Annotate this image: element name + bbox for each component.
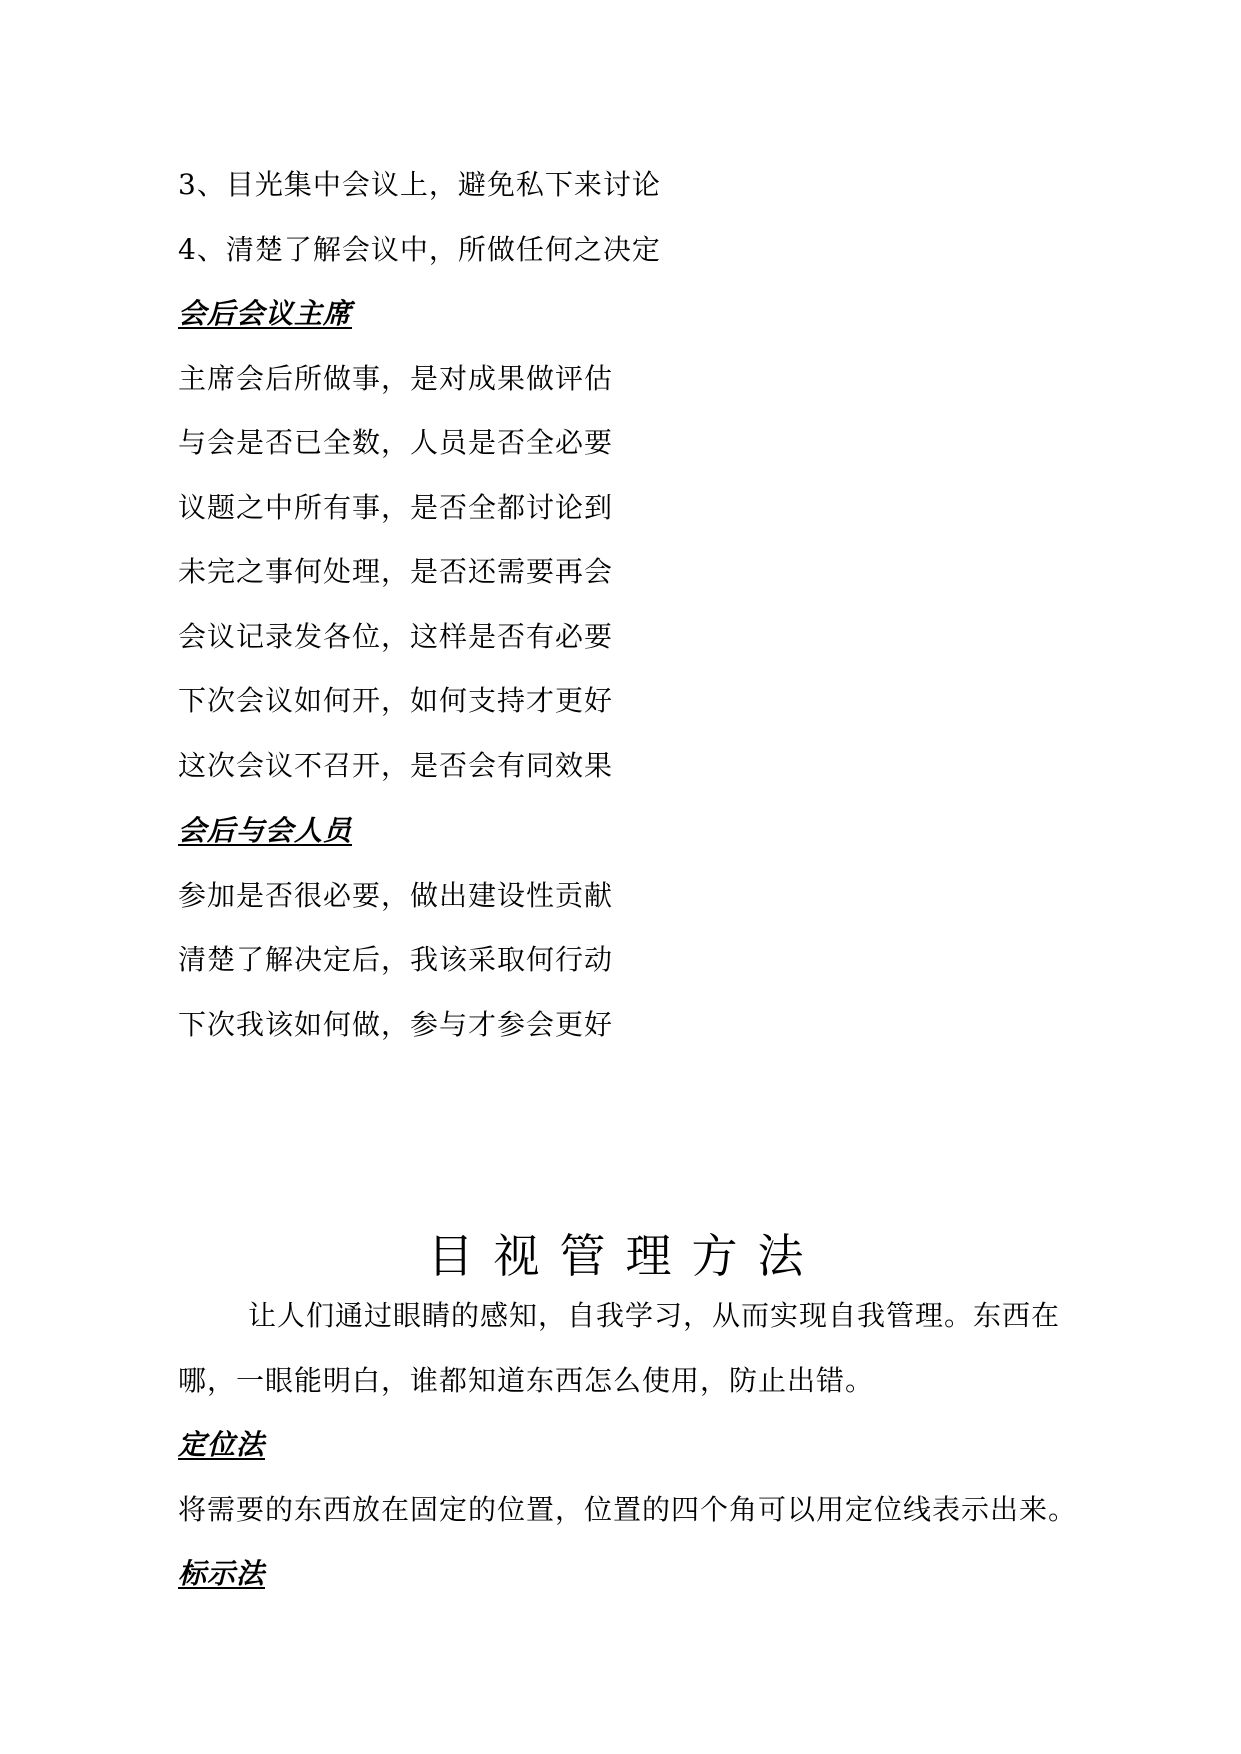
chair-line: 下次会议如何开，如何支持才更好: [178, 684, 614, 717]
page-title: 目视管理方法: [427, 1229, 824, 1283]
section-heading-labeling: 标示法: [178, 1557, 266, 1590]
attendee-line: 清楚了解决定后，我该采取何行动: [178, 943, 614, 976]
section-heading-positioning: 定位法: [178, 1428, 266, 1461]
chair-line: 会议记录发各位，这样是否有必要: [178, 620, 614, 653]
chair-line: 未完之事何处理，是否还需要再会: [178, 555, 614, 588]
list-item: 3、目光集中会议上，避免私下来讨论: [178, 168, 661, 201]
intro-paragraph-line-1: 让人们通过眼睛的感知，自我学习，从而实现自我管理。东西在: [248, 1299, 1061, 1332]
section-heading-attendees: 会后与会人员: [178, 814, 353, 847]
positioning-text: 将需要的东西放在固定的位置，位置的四个角可以用定位线表示出来。: [178, 1493, 1078, 1526]
attendee-line: 下次我该如何做，参与才参会更好: [178, 1008, 614, 1041]
chair-line: 这次会议不召开，是否会有同效果: [178, 749, 614, 782]
section-heading-chair: 会后会议主席: [178, 297, 353, 330]
chair-line: 议题之中所有事，是否全都讨论到: [178, 491, 614, 524]
list-item: 4、清楚了解会议中，所做任何之决定: [178, 233, 661, 266]
chair-line: 与会是否已全数，人员是否全必要: [178, 426, 614, 459]
chair-line: 主席会后所做事，是对成果做评估: [178, 362, 614, 395]
intro-paragraph-line-2: 哪，一眼能明白，谁都知道东西怎么使用，防止出错。: [178, 1364, 875, 1397]
attendee-line: 参加是否很必要，做出建设性贡献: [178, 879, 614, 912]
